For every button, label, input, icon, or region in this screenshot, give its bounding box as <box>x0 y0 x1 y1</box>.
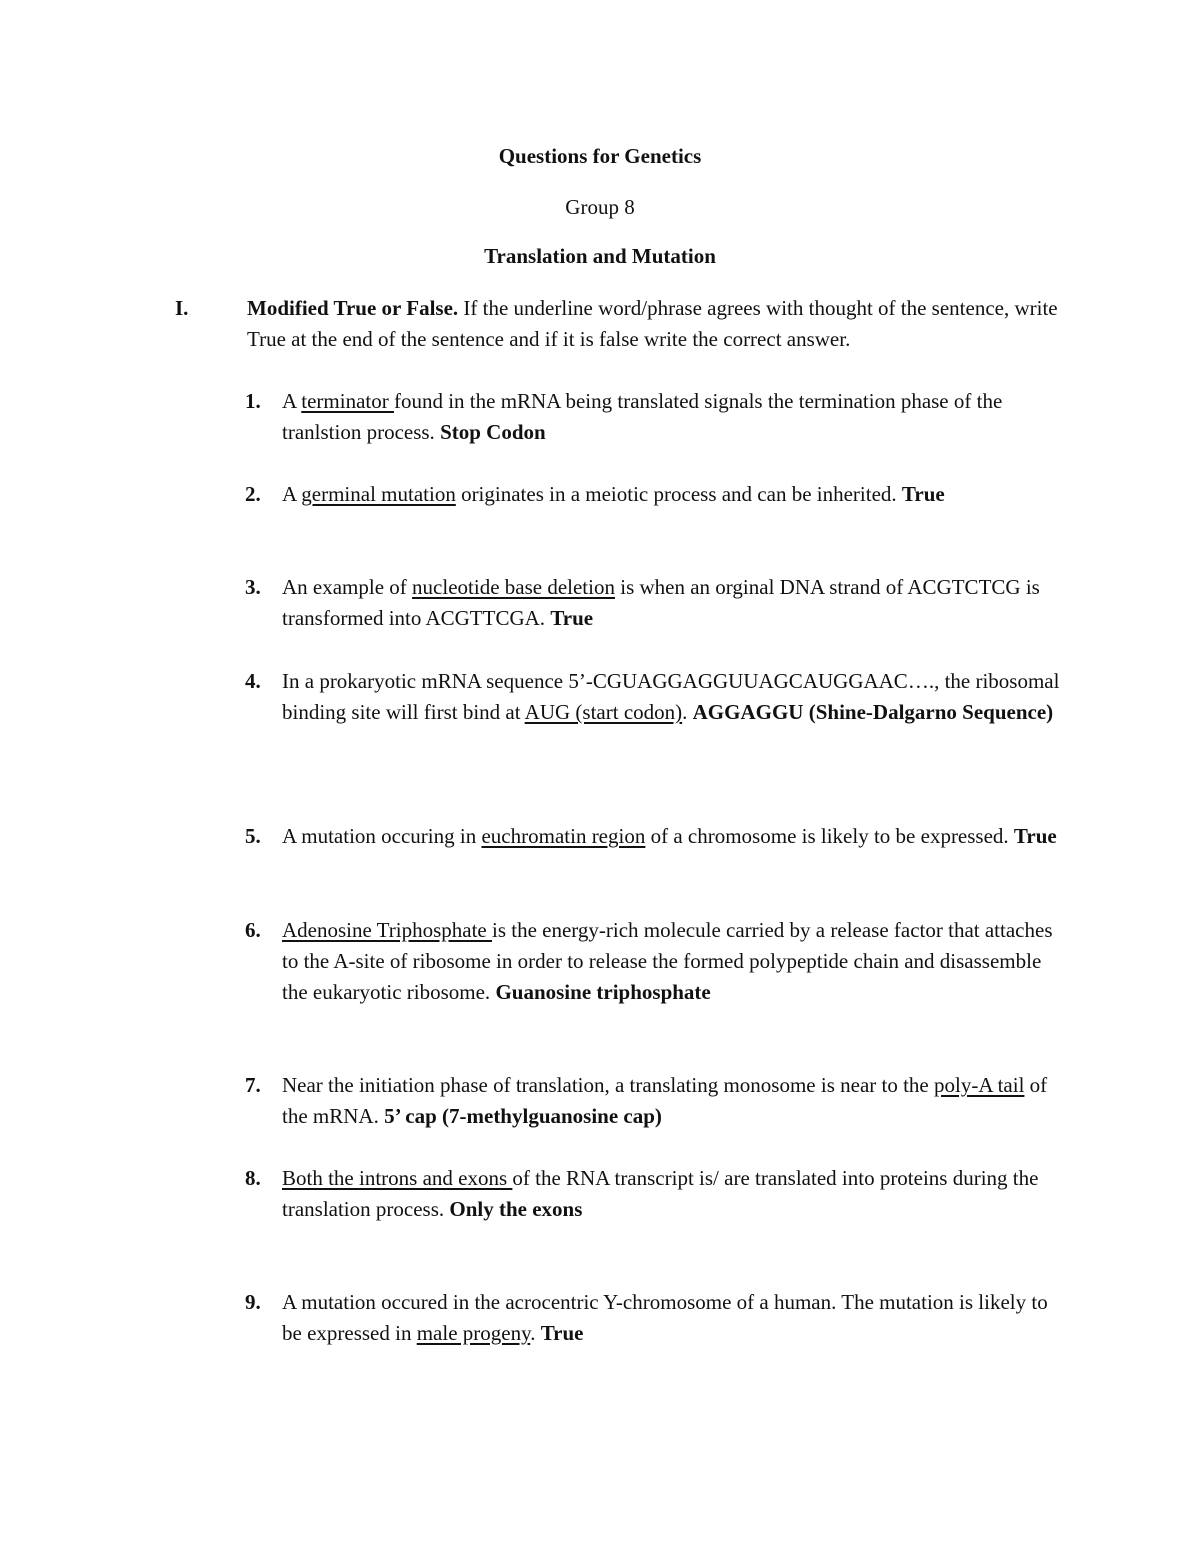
question-text-before: A mutation occuring in <box>282 824 482 848</box>
question-text-after: of a chromosome is likely to be expressed. <box>645 824 1014 848</box>
answer: True <box>901 482 945 506</box>
question-text <box>282 386 1072 448</box>
question-text-before: A mutation occured in the acrocentric Y-chromosome of a human. The mutation is likely to be expressed in <box>282 1290 1048 1345</box>
question-number: 2. <box>245 482 261 506</box>
question-number: 9. <box>245 1290 261 1314</box>
underlined-phrase: euchromatin region <box>481 824 646 848</box>
question-text <box>282 821 1072 852</box>
question-text <box>282 915 1072 1008</box>
answer: AGGAGGU (Shine-Dalgarno Sequence) <box>692 700 1054 724</box>
underlined-phrase: male progeny <box>416 1321 531 1345</box>
question-text-after: of the mRNA. <box>282 1073 1048 1128</box>
question-text <box>282 666 1072 728</box>
question-number: 5. <box>245 824 261 848</box>
underlined-phrase: terminator <box>301 389 394 413</box>
question-number: 1. <box>245 389 261 413</box>
question-number: 6. <box>245 918 261 942</box>
underlined-phrase: nucleotide base deletion <box>412 575 615 599</box>
section-numeral: I. <box>175 296 189 320</box>
question-text-before: Near the initiation phase of translation, a translating monosome is near to the <box>282 1073 934 1097</box>
question-text <box>282 1287 1072 1349</box>
question-number: 4. <box>245 669 261 693</box>
underlined-phrase: germinal mutation <box>301 482 456 506</box>
question-text-after: originates in a meiotic process and can be inherited. <box>455 482 902 506</box>
section-instructions: If the underline word/phrase agrees with thought of the sentence, write True at the end of the sentence and if it is false write the correct answer. <box>247 296 1058 351</box>
question-text-before: In a prokaryotic mRNA sequence 5’-CGUAGGAGGUUAGCAUGGAAC…., the ribosomal binding site will first bind at <box>282 669 1060 724</box>
question-text-before: A <box>282 482 302 506</box>
group-label: Group 8 <box>565 195 635 219</box>
question-number: 7. <box>245 1073 261 1097</box>
question-text-after: found in the mRNA being translated signals the termination phase of the tranlstion process. <box>282 389 1003 444</box>
underlined-phrase: Both the introns and exons <box>282 1166 513 1190</box>
answer: Stop Codon <box>440 420 546 444</box>
question-text-after: is the energy-rich molecule carried by a release factor that attaches to the A-site of ribosome in order to release the formed polypeptide chain and disassemble the eukaryotic ribosome. <box>282 918 1053 1004</box>
question-number: 8. <box>245 1166 261 1190</box>
answer: True <box>540 1321 584 1345</box>
question-text-after: . <box>682 700 693 724</box>
answer: True <box>1013 824 1057 848</box>
section-heading: Modified True or False. <box>247 296 459 320</box>
question-text-after: is when an orginal DNA strand of ACGTCTCG is transformed into ACGTTCGA. <box>282 575 1040 630</box>
question-text <box>282 479 1072 510</box>
question-text <box>282 572 1072 634</box>
document-title: Questions for Genetics <box>498 144 702 168</box>
question-text <box>282 1070 1072 1132</box>
question-text-after: . <box>530 1321 541 1345</box>
underlined-phrase: Adenosine Triphosphate <box>282 918 492 942</box>
answer: True <box>550 606 594 630</box>
section-instructions-block <box>247 293 1067 355</box>
question-text <box>282 1163 1072 1225</box>
document-subtitle: Translation and Mutation <box>484 244 716 268</box>
answer: Only the exons <box>449 1197 583 1221</box>
answer: Guanosine triphosphate <box>495 980 711 1004</box>
question-number: 3. <box>245 575 261 599</box>
answer: 5’ cap (7-methylguanosine cap) <box>384 1104 662 1128</box>
question-text-after: of the RNA transcript is/ are translated into proteins during the translation process. <box>282 1166 1039 1221</box>
question-text-before: A <box>282 389 302 413</box>
underlined-phrase: poly-A tail <box>934 1073 1025 1097</box>
question-text-before: An example of <box>282 575 413 599</box>
underlined-phrase: AUG (start codon) <box>524 700 683 724</box>
